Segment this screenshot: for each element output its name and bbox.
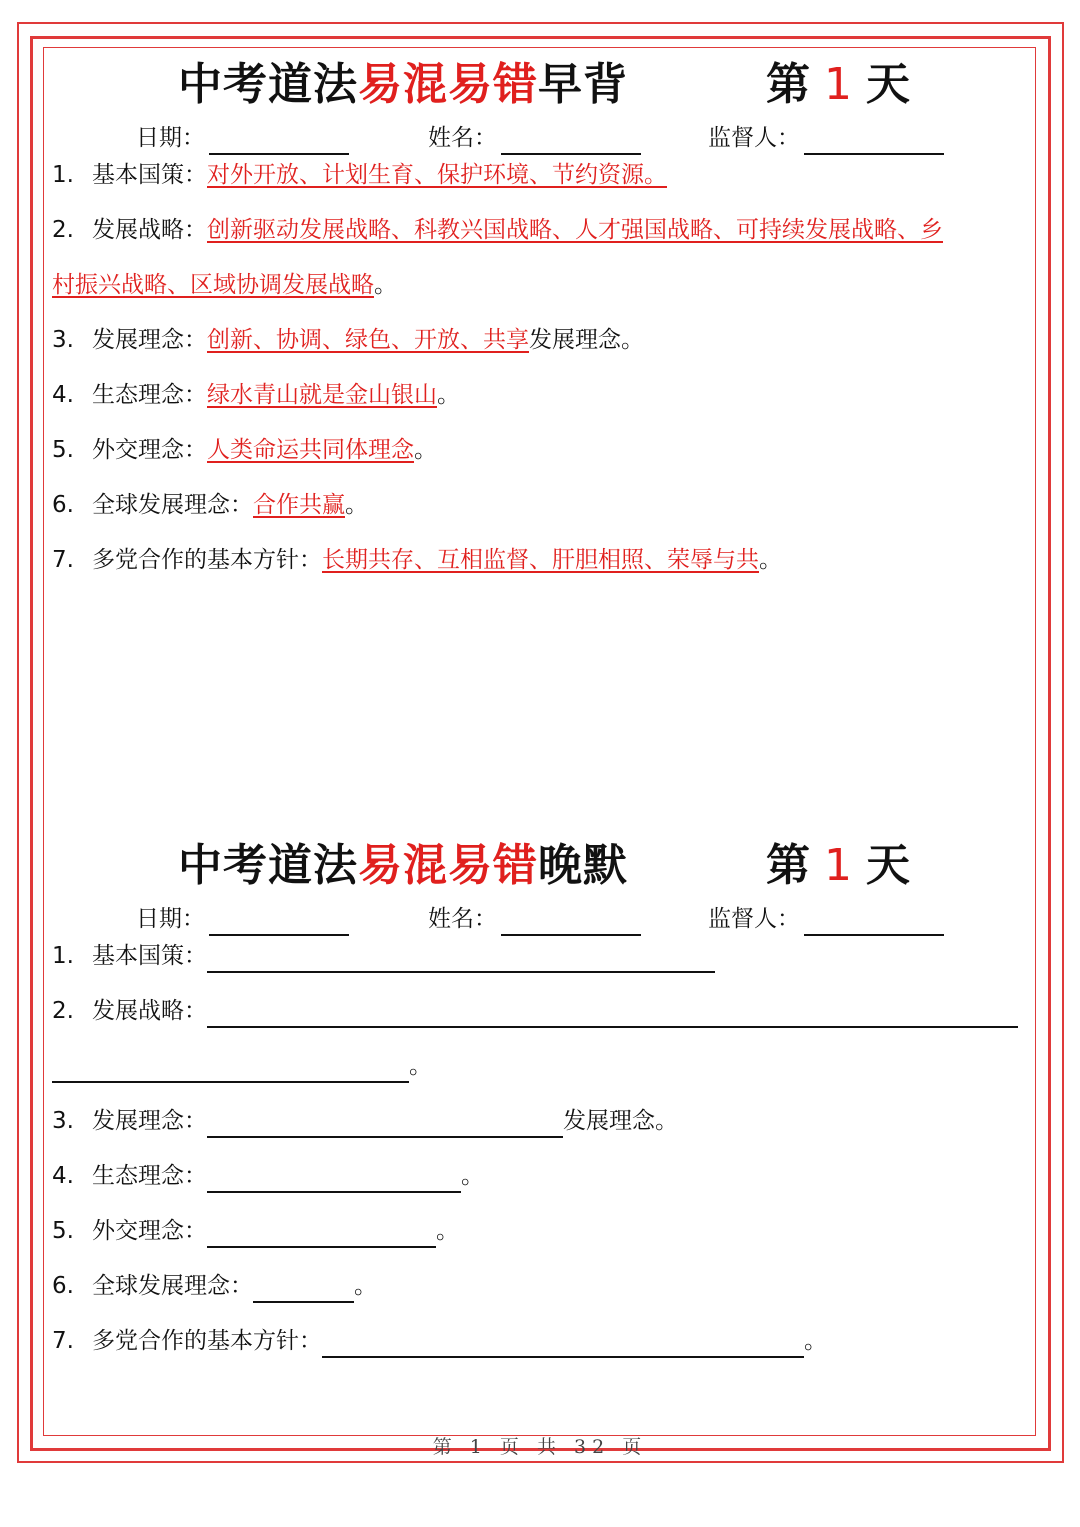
morning-item-6 xyxy=(52,488,1032,522)
item-number: 1. xyxy=(52,943,74,969)
item-number: 1. xyxy=(52,162,74,188)
morning-item-7 xyxy=(52,543,1032,577)
evening-item-6 xyxy=(52,1269,1032,1303)
item-number: 7. xyxy=(52,547,74,573)
morning-item-3 xyxy=(52,323,1032,357)
morning-item-5 xyxy=(52,433,1032,467)
name-label: 姓名： xyxy=(428,125,497,151)
morning-title-text xyxy=(178,50,628,120)
answer-blank-cont[interactable] xyxy=(52,1055,409,1083)
item-label: 多党合作的基本方针： xyxy=(92,1328,322,1354)
evening-item-7 xyxy=(52,1324,1032,1358)
date-blank[interactable] xyxy=(209,910,349,936)
answer-blank[interactable] xyxy=(207,1110,563,1138)
morning-item-4 xyxy=(52,378,1032,412)
supervisor-field xyxy=(708,902,944,936)
answer-blank[interactable] xyxy=(207,1000,1018,1028)
day-number: 1 xyxy=(824,840,852,891)
page-footer: 第 1 页 共 32 页 xyxy=(432,1436,648,1458)
item-number: 3. xyxy=(52,1108,74,1134)
item-answer: 创新、协调、绿色、开放、共享 xyxy=(207,327,529,353)
item-label: 外交理念： xyxy=(92,1218,207,1244)
item-label: 基本国策： xyxy=(92,943,207,969)
item-after: 。 xyxy=(759,547,782,573)
date-field xyxy=(136,121,349,155)
item-label: 发展理念： xyxy=(92,327,207,353)
name-blank[interactable] xyxy=(501,910,641,936)
date-label: 日期： xyxy=(136,125,205,151)
item-label: 发展战略： xyxy=(92,998,207,1024)
supervisor-blank[interactable] xyxy=(804,910,944,936)
item-label: 全球发展理念： xyxy=(92,492,253,518)
supervisor-label: 监督人： xyxy=(708,906,800,932)
item-after: 。 xyxy=(436,1218,459,1244)
title-prefix: 中考道法 xyxy=(178,59,358,110)
name-field xyxy=(428,902,641,936)
answer-blank[interactable] xyxy=(322,1330,804,1358)
evening-item-4 xyxy=(52,1159,1032,1193)
item-after: 发展理念。 xyxy=(529,327,644,353)
item-number: 3. xyxy=(52,327,74,353)
day-prefix: 第 xyxy=(766,840,810,891)
morning-item-1 xyxy=(52,158,1032,192)
item-after: 。 xyxy=(345,492,368,518)
item-label: 多党合作的基本方针： xyxy=(92,547,322,573)
item-number: 6. xyxy=(52,492,74,518)
morning-meta xyxy=(0,121,1080,155)
item-after: 。 xyxy=(409,1053,432,1079)
item-number: 4. xyxy=(52,1163,74,1189)
title-highlight: 易混易错 xyxy=(358,59,538,110)
item-number: 6. xyxy=(52,1273,74,1299)
item-answer: 创新驱动发展战略、科教兴国战略、人才强国战略、可持续发展战略、乡 xyxy=(207,217,943,243)
morning-item-2-cont xyxy=(52,268,397,302)
date-field xyxy=(136,902,349,936)
supervisor-label: 监督人： xyxy=(708,125,800,151)
item-after: 。 xyxy=(414,437,437,463)
item-after: 。 xyxy=(804,1328,827,1354)
item-label: 发展战略： xyxy=(92,217,207,243)
item-number: 7. xyxy=(52,1328,74,1354)
item-answer-cont: 村振兴战略、区域协调发展战略 xyxy=(52,272,374,298)
answer-blank[interactable] xyxy=(253,1275,354,1303)
evening-day xyxy=(766,831,910,901)
item-answer: 绿水青山就是金山银山 xyxy=(207,382,437,408)
item-answer: 人类命运共同体理念 xyxy=(207,437,414,463)
morning-title xyxy=(0,50,1080,120)
item-number: 5. xyxy=(52,437,74,463)
item-label: 全球发展理念： xyxy=(92,1273,253,1299)
evening-item-3 xyxy=(52,1104,1032,1138)
evening-item-5 xyxy=(52,1214,1032,1248)
item-number: 4. xyxy=(52,382,74,408)
evening-item-2 xyxy=(52,994,1032,1028)
name-blank[interactable] xyxy=(501,129,641,155)
date-label: 日期： xyxy=(136,906,205,932)
evening-item-1 xyxy=(52,939,1032,973)
day-number: 1 xyxy=(824,59,852,110)
title-prefix: 中考道法 xyxy=(178,840,358,891)
item-after: 。 xyxy=(461,1163,484,1189)
name-field xyxy=(428,121,641,155)
name-label: 姓名： xyxy=(428,906,497,932)
evening-meta xyxy=(0,902,1080,936)
item-label: 外交理念： xyxy=(92,437,207,463)
supervisor-blank[interactable] xyxy=(804,129,944,155)
item-answer: 对外开放、计划生育、保护环境、节约资源。 xyxy=(207,162,667,188)
answer-blank[interactable] xyxy=(207,945,715,973)
day-suffix: 天 xyxy=(866,840,910,891)
morning-item-2 xyxy=(52,213,1032,247)
item-label: 生态理念： xyxy=(92,382,207,408)
evening-title xyxy=(0,831,1080,901)
item-answer: 长期共存、互相监督、肝胆相照、荣辱与共 xyxy=(322,547,759,573)
morning-day xyxy=(766,50,910,120)
item-after: 。 xyxy=(374,272,397,298)
evening-title-text xyxy=(178,831,628,901)
item-number: 2. xyxy=(52,217,74,243)
item-after: 。 xyxy=(354,1273,377,1299)
item-label: 发展理念： xyxy=(92,1108,207,1134)
date-blank[interactable] xyxy=(209,129,349,155)
supervisor-field xyxy=(708,121,944,155)
title-suffix: 晚默 xyxy=(538,840,628,891)
item-label: 生态理念： xyxy=(92,1163,207,1189)
item-after: 发展理念。 xyxy=(563,1108,678,1134)
item-label: 基本国策： xyxy=(92,162,207,188)
day-suffix: 天 xyxy=(866,59,910,110)
item-after: 。 xyxy=(437,382,460,408)
evening-item-2-cont xyxy=(52,1049,432,1083)
item-number: 2. xyxy=(52,998,74,1024)
title-highlight: 易混易错 xyxy=(358,840,538,891)
day-prefix: 第 xyxy=(766,59,810,110)
title-suffix: 早背 xyxy=(538,59,628,110)
answer-blank[interactable] xyxy=(207,1220,436,1248)
item-answer: 合作共赢 xyxy=(253,492,345,518)
answer-blank[interactable] xyxy=(207,1165,461,1193)
item-number: 5. xyxy=(52,1218,74,1244)
